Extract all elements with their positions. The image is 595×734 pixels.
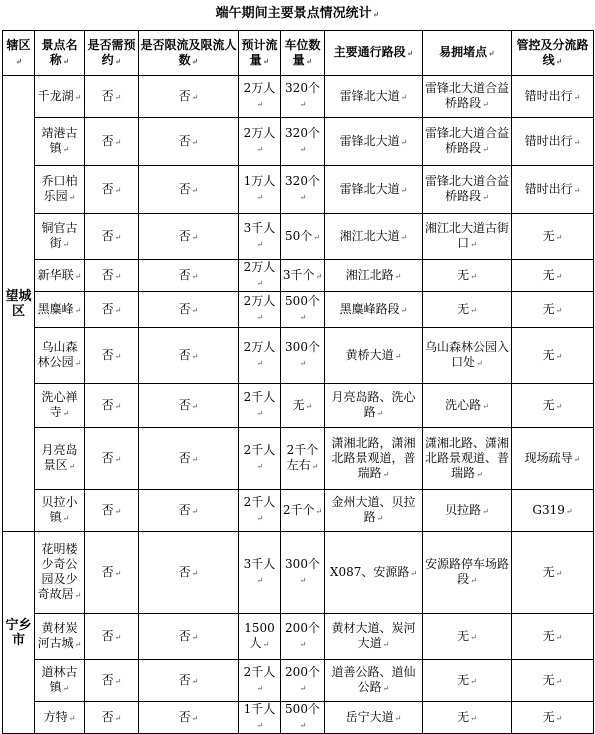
cell-control: 现场疏导 ↵: [512, 428, 594, 490]
cell-jam: 无 ↵: [423, 292, 512, 328]
cell-limit: 否 ↵: [139, 614, 239, 660]
cell-parking: 320个 ↵: [281, 118, 325, 166]
cell-reserve: 否 ↵: [85, 260, 139, 292]
cell-road: 湘江北大道 ↵: [325, 214, 423, 260]
header-cell: 管控及分流路线 ↵: [512, 31, 594, 76]
cell-parking: 500个 ↵: [281, 292, 325, 328]
cell-limit: 否 ↵: [139, 428, 239, 490]
cell-road: 黑麋峰路段 ↵: [325, 292, 423, 328]
cell-parking: 320个 ↵: [281, 76, 325, 118]
cell-flow: 2千人 ↵: [239, 428, 281, 490]
cell-control: 无 ↵: [512, 260, 594, 292]
cell-jam: 无 ↵: [423, 702, 512, 734]
cell-control: 无 ↵: [512, 328, 594, 384]
table-row: [3, 292, 594, 328]
cell-control: G319 ↵: [512, 490, 594, 532]
cell-jam: 雷锋北大道合益桥路段 ↵: [423, 166, 512, 214]
cell-control: 无 ↵: [512, 660, 594, 702]
cell-road: 月亮岛路、洗心路 ↵: [325, 384, 423, 428]
cell-parking: 500个 ↵: [281, 702, 325, 734]
cell-spot: 道林古镇 ↵: [35, 660, 85, 702]
cell-flow: 3千人 ↵: [239, 214, 281, 260]
header-cell: 车位数量 ↵: [281, 31, 325, 76]
table-row: [3, 614, 594, 660]
cell-road: 湘江北路 ↵: [325, 260, 423, 292]
cell-limit: 否 ↵: [139, 660, 239, 702]
cell-spot: 黄材炭河古城 ↵: [35, 614, 85, 660]
cell-reserve: 否 ↵: [85, 384, 139, 428]
cell-spot: 方特 ↵: [35, 702, 85, 734]
cell-limit: 否 ↵: [139, 702, 239, 734]
cell-spot: 洗心禅寺 ↵: [35, 384, 85, 428]
cell-parking: 200个 ↵: [281, 614, 325, 660]
cell-parking: 无 ↵: [281, 384, 325, 428]
cell-reserve: 否 ↵: [85, 328, 139, 384]
table-row: [3, 76, 594, 118]
table-row: [3, 214, 594, 260]
district-cell: 望城区: [3, 76, 35, 532]
header-cell: 预计流量 ↵: [239, 31, 281, 76]
cell-limit: 否 ↵: [139, 292, 239, 328]
cell-road: 黄桥大道 ↵: [325, 328, 423, 384]
cell-limit: 否 ↵: [139, 532, 239, 614]
cell-flow: 2万人 ↵: [239, 292, 281, 328]
cell-jam: 无 ↵: [423, 660, 512, 702]
cell-flow: 2千人 ↵: [239, 384, 281, 428]
cell-jam: 贝拉路 ↵: [423, 490, 512, 532]
cell-road: 雷锋北大道 ↵: [325, 166, 423, 214]
cell-spot: 乔口柏乐园 ↵: [35, 166, 85, 214]
cell-road: X087、安源路 ↵: [325, 532, 423, 614]
cell-reserve: 否 ↵: [85, 292, 139, 328]
cell-control: 错时出行 ↵: [512, 166, 594, 214]
page-title: 端午期间主要景点情况统计 ↵: [0, 4, 595, 24]
cell-reserve: 否 ↵: [85, 76, 139, 118]
district-cell: 宁乡市: [3, 532, 35, 734]
cell-limit: 否 ↵: [139, 214, 239, 260]
cell-jam: 雷锋北大道合益桥路段 ↵: [423, 118, 512, 166]
cell-jam: 洗心路 ↵: [423, 384, 512, 428]
cell-flow: 1500人 ↵: [239, 614, 281, 660]
cell-reserve: 否 ↵: [85, 214, 139, 260]
cell-spot: 黑麋峰 ↵: [35, 292, 85, 328]
cell-control: 无 ↵: [512, 702, 594, 734]
cell-control: 无 ↵: [512, 532, 594, 614]
header-cell: 主要通行路段 ↵: [325, 31, 423, 76]
cell-reserve: 否 ↵: [85, 118, 139, 166]
cell-road: 雷锋北大道 ↵: [325, 76, 423, 118]
cell-control: 错时出行 ↵: [512, 76, 594, 118]
header-cell: 景点名称 ↵: [35, 31, 85, 76]
cell-limit: 否 ↵: [139, 166, 239, 214]
cell-flow: 2万人 ↵: [239, 76, 281, 118]
cell-parking: 300个 ↵: [281, 532, 325, 614]
cell-parking: 50个 ↵: [281, 214, 325, 260]
header-cell: 辖区 ↵: [3, 31, 35, 76]
cell-spot: 乌山森林公园 ↵: [35, 328, 85, 384]
cell-parking: 320个 ↵: [281, 166, 325, 214]
table-row: [3, 384, 594, 428]
cell-flow: 2万人 ↵: [239, 118, 281, 166]
cell-jam: 无 ↵: [423, 260, 512, 292]
cell-flow: 3千人 ↵: [239, 532, 281, 614]
cell-control: 无 ↵: [512, 292, 594, 328]
cell-flow: 2万人 ↵: [239, 260, 281, 292]
cell-reserve: 否 ↵: [85, 702, 139, 734]
cell-limit: 否 ↵: [139, 328, 239, 384]
cell-jam: 湘江北大道古街口 ↵: [423, 214, 512, 260]
cell-reserve: 否 ↵: [85, 532, 139, 614]
header-cell: 是否需预约 ↵: [85, 31, 139, 76]
cell-reserve: 否 ↵: [85, 614, 139, 660]
cell-road: 金州大道、贝拉路 ↵: [325, 490, 423, 532]
cell-control: 错时出行 ↵: [512, 118, 594, 166]
cell-jam: 雷锋北大道合益桥路段 ↵: [423, 76, 512, 118]
header-row: [3, 31, 594, 76]
cell-flow: 1万人 ↵: [239, 166, 281, 214]
cell-parking: 300个 ↵: [281, 328, 325, 384]
table-row: [3, 118, 594, 166]
table-row: [3, 328, 594, 384]
cell-jam: 安源路停车场路段 ↵: [423, 532, 512, 614]
cell-spot: 铜官古街 ↵: [35, 214, 85, 260]
table-row: [3, 260, 594, 292]
cell-limit: 否 ↵: [139, 260, 239, 292]
cell-road: 潇湘北路，潇湘北路景观道，普瑞路 ↵: [325, 428, 423, 490]
cell-spot: 新华联 ↵: [35, 260, 85, 292]
header-cell: 易拥堵点 ↵: [423, 31, 512, 76]
cell-spot: 千龙湖 ↵: [35, 76, 85, 118]
cell-limit: 否 ↵: [139, 384, 239, 428]
cell-reserve: 否 ↵: [85, 490, 139, 532]
cell-parking: 3千个 ↵: [281, 260, 325, 292]
cell-reserve: 否 ↵: [85, 428, 139, 490]
cell-parking: 2千个左右 ↵: [281, 428, 325, 490]
table-row: [3, 532, 594, 614]
cell-jam: 无 ↵: [423, 614, 512, 660]
cell-flow: 2千人 ↵: [239, 660, 281, 702]
cell-limit: 否 ↵: [139, 490, 239, 532]
cell-reserve: 否 ↵: [85, 166, 139, 214]
cell-spot: 花明楼少奇公园及少奇故居 ↵: [35, 532, 85, 614]
table-row: [3, 660, 594, 702]
header-cell: 是否限流及限流人数 ↵: [139, 31, 239, 76]
cell-limit: 否 ↵: [139, 118, 239, 166]
table-row: [3, 166, 594, 214]
cell-spot: 贝拉小镇 ↵: [35, 490, 85, 532]
cell-control: 无 ↵: [512, 614, 594, 660]
cell-flow: 2千人 ↵: [239, 490, 281, 532]
table-row: [3, 490, 594, 532]
cell-road: 雷锋北大道 ↵: [325, 118, 423, 166]
cell-road: 道善公路、道仙公路 ↵: [325, 660, 423, 702]
cell-spot: 靖港古镇 ↵: [35, 118, 85, 166]
cell-control: 无 ↵: [512, 214, 594, 260]
cell-road: 黄材大道、炭河大道 ↵: [325, 614, 423, 660]
cell-limit: 否 ↵: [139, 76, 239, 118]
cell-parking: 200个 ↵: [281, 660, 325, 702]
cell-parking: 2千个 ↵: [281, 490, 325, 532]
cell-spot: 月亮岛景区 ↵: [35, 428, 85, 490]
cell-jam: 潇湘北路、潇湘北路景观道、普瑞路 ↵: [423, 428, 512, 490]
cell-flow: 1千人 ↵: [239, 702, 281, 734]
cell-jam: 乌山森林公园入口处 ↵: [423, 328, 512, 384]
cell-reserve: 否 ↵: [85, 660, 139, 702]
cell-control: 无 ↵: [512, 384, 594, 428]
scenic-spot-table: [2, 30, 594, 734]
cell-flow: 2万人 ↵: [239, 328, 281, 384]
table-row: [3, 702, 594, 734]
table-row: [3, 428, 594, 490]
cell-road: 岳宁大道 ↵: [325, 702, 423, 734]
